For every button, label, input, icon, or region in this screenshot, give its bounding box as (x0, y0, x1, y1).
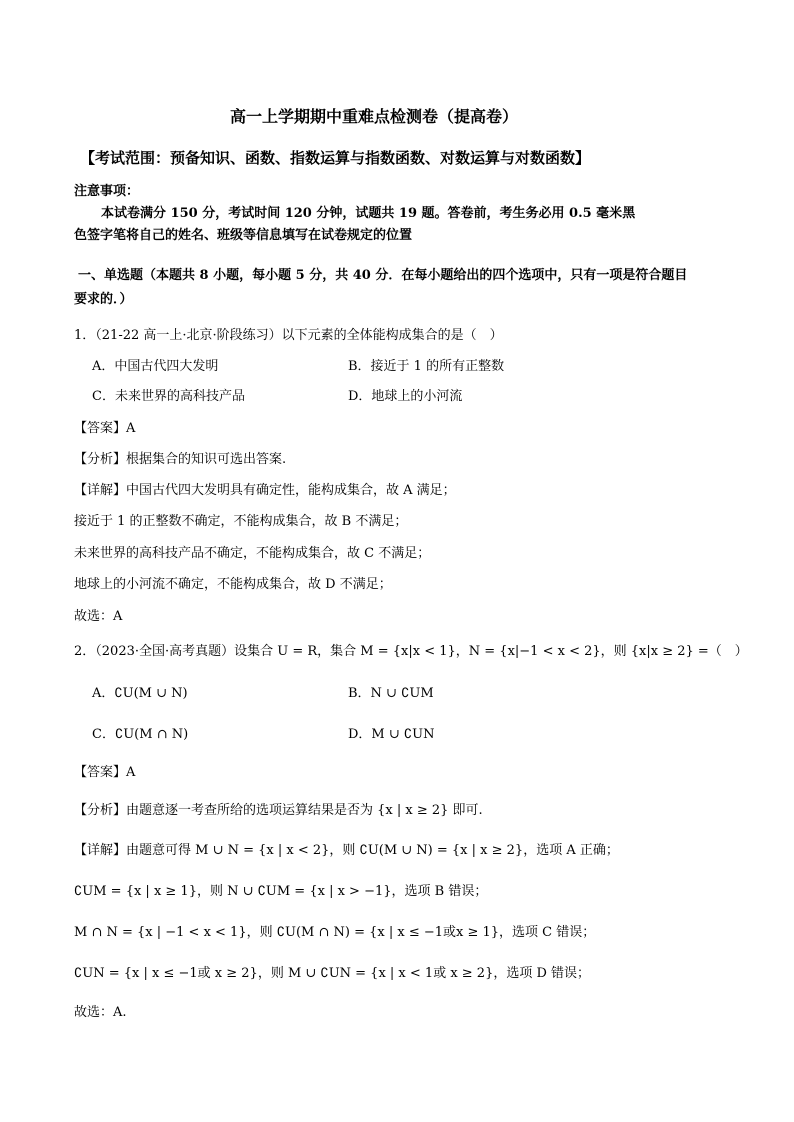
page-title: 高一上学期期中重难点检测卷（提高卷） (230, 107, 519, 126)
notice-line-1: 本试卷满分 150 分，考试时间 120 分钟，试题共 19 题。答卷前，考生务必用 0.5 毫米黑 (101, 206, 636, 221)
q2-detail-4: ∁UN = {x | x ≤ −1或 x ≥ 2}，则 M ∪ ∁UN = {x | x < 1或 x ≥ 2}，选项 D 错误； (74, 966, 591, 981)
q2-option-d: D．M ∪ ∁UN (348, 727, 435, 742)
q2-stem: 2．（2023·全国·高考真题）设集合 U = R，集合 M = {x|x < 1}，N = {x|−1 < x < 2}，则 {x|x ≥ 2} =（ ） (74, 644, 748, 659)
q2-detail-2: ∁UM = {x | x ≥ 1}，则 N ∪ ∁UM = {x | x > −1}，选项 B 错误； (74, 884, 488, 899)
q1-option-a: A．中国古代四大发明 (92, 359, 219, 374)
q1-option-d: D．地球上的小河流 (348, 389, 463, 404)
q1-detail-1: 【详解】中国古代四大发明具有确定性，能构成集合，故 A 满足； (74, 483, 456, 498)
section-heading-line-2: 要求的．） (74, 292, 133, 307)
q1-option-b: B．接近于 1 的所有正整数 (348, 359, 505, 374)
q1-detail-3: 未来世界的高科技产品不确定，不能构成集合，故 C 不满足； (74, 546, 431, 561)
q2-choice: 故选：A. (74, 1005, 127, 1020)
q1-detail-2: 接近于 1 的正整数不确定，不能构成集合，故 B 不满足； (74, 514, 408, 529)
q2-detail-3: M ∩ N = {x | −1 < x < 1}，则 ∁U(M ∩ N) = {x | x ≤ −1或x ≥ 1}，选项 C 错误； (74, 925, 596, 940)
q2-detail-1: 【详解】由题意可得 M ∪ N = {x | x < 2}，则 ∁U(M ∪ N) = {x | x ≥ 2}，选项 A 正确； (74, 843, 619, 858)
q2-analysis: 【分析】由题意逐一考查所给的选项运算结果是否为 {x | x ≥ 2} 即可. (74, 803, 483, 818)
q1-option-c: C．未来世界的高科技产品 (92, 389, 245, 404)
q1-stem: 1．（21-22 高一上·北京·阶段练习）以下元素的全体能构成集合的是（ ） (74, 328, 503, 343)
exam-scope: 【考试范围：预备知识、函数、指数运算与指数函数、对数运算与对数函数】 (80, 149, 591, 167)
q2-option-a: A．∁U(M ∪ N) (92, 686, 188, 701)
notice-heading: 注意事项： (74, 184, 140, 199)
q1-analysis: 【分析】根据集合的知识可选出答案. (74, 452, 287, 467)
q1-answer: 【答案】A (74, 421, 136, 436)
q2-option-c: C．∁U(M ∩ N) (92, 727, 189, 742)
q2-option-b: B．N ∪ ∁UM (348, 686, 434, 701)
section-heading-line-1: 一、单选题（本题共 8 小题，每小题 5 分，共 40 分．在每小题给出的四个选项中，只有一项是符合题目 (78, 268, 688, 283)
q1-choice: 故选：A (74, 609, 123, 624)
q1-detail-4: 地球上的小河流不确定，不能构成集合，故 D 不满足； (74, 577, 392, 592)
notice-line-2: 色签字笔将自己的姓名、班级等信息填写在试卷规定的位置 (74, 228, 413, 243)
q2-answer: 【答案】A (74, 765, 136, 780)
